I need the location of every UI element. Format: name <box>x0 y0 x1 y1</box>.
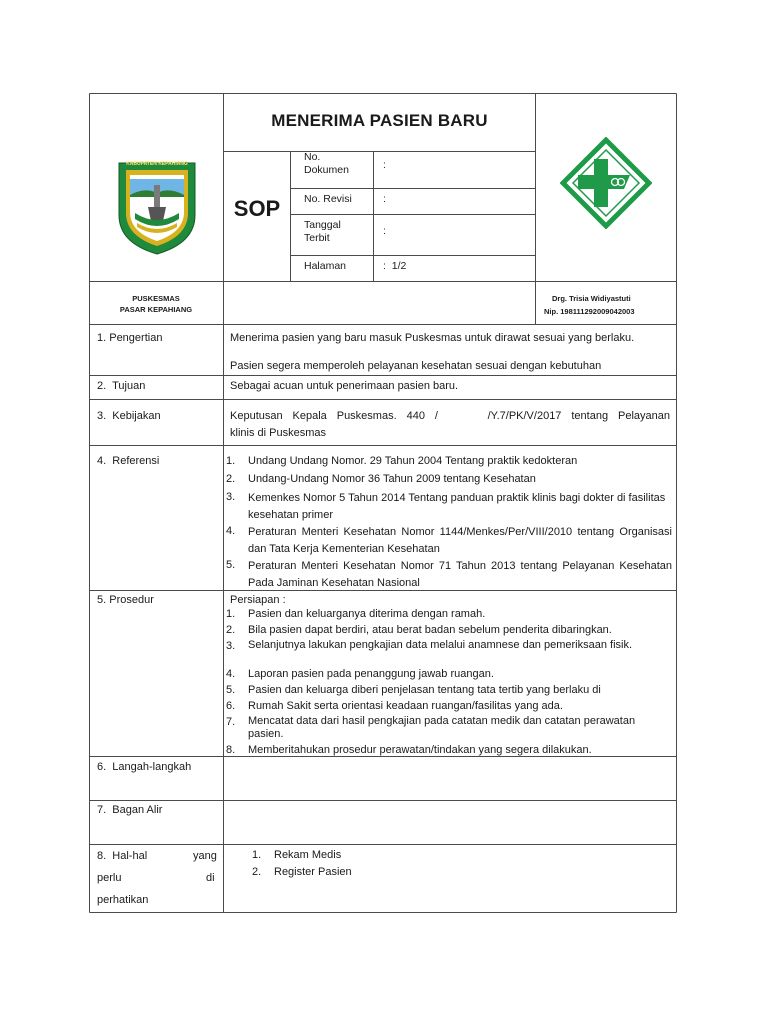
tujuan-text: Sebagai acuan untuk penerimaan pasien baru. <box>230 380 459 392</box>
signer-name: Drg. Trisia Widiyastuti <box>552 294 631 303</box>
section-label-prosedur: 5. Prosedur <box>97 594 154 606</box>
list-item: 2. Register Pasien <box>252 866 352 878</box>
meta-value-tanggal-terbit: : <box>383 225 386 237</box>
section-label-referensi: 4. Referensi <box>97 455 160 467</box>
list-item: 5. Pasien dan keluarga diberi penjelasan tentang tata tertib yang berlaku di <box>226 684 601 696</box>
section-label-kebijakan: 3. Kebijakan <box>97 410 161 422</box>
list-item: 1. Pasien dan keluarganya diterima dengan ramah. <box>226 608 486 620</box>
section-label-bagan-alir: 7. Bagan Alir <box>97 804 163 816</box>
list-item: 6. Rumah Sakit serta orientasi keadaan ruangan/fasilitas yang ada. <box>226 700 563 712</box>
section-label-halhal-a: 8. Hal-hal <box>97 850 148 862</box>
pengertian-text-2: Pasien segera memperoleh pelayanan kesehatan sesuai dengan kebutuhan <box>230 360 602 372</box>
kebijakan-text-1: Keputusan Kepala Puskesmas. 440 / /Y.7/PK/V/2017 tentang Pelayanan <box>230 410 670 422</box>
list-item: 4. Peraturan Menteri Kesehatan Nomor 1144/Menkes/Per/VIII/2010 tentang Organisasi dan Tata Kerja Kementerian Kesehatan <box>226 525 672 555</box>
list-item: 7. Mencatat data dari hasil pengkajian pada catatan medik dan catatan perawatan pasien. <box>226 715 636 740</box>
meta-label-no-dokumen: No. Dokumen <box>304 151 349 176</box>
meta-value-no-dokumen: : <box>383 159 386 171</box>
section-label-halhal-c: perlu <box>97 872 122 884</box>
list-item: 1. Rekam Medis <box>252 849 342 861</box>
sop-label: SOP <box>233 196 281 221</box>
referensi-list <box>226 454 672 592</box>
list-item: 3. Selanjutnya lakukan pengkajian data melalui anamnese dan pemeriksaan fisik. <box>226 639 633 652</box>
meta-label-no-revisi: No. Revisi <box>304 193 352 205</box>
org-name-line2: PASAR KEPAHIANG <box>119 305 193 314</box>
list-item: 4. Laporan pasien pada penanggung jawab ruangan. <box>226 668 494 680</box>
section-label-langkah: 6. Langah-langkah <box>97 761 192 773</box>
list-item: 3. Kemenkes Nomor 5 Tahun 2014 Tentang panduan praktik klinis bagi dokter di fasilitas kesehatan primer <box>226 491 666 521</box>
list-item: 5. Peraturan Menteri Kesehatan Nomor 71 Tahun 2013 tentang Pelayanan Kesehatan Pada Jaminan Kesehatan Nasional <box>226 559 672 589</box>
pengertian-text-1: Menerima pasien yang baru masuk Puskesmas untuk dirawat sesuai yang berlaku. <box>230 332 635 344</box>
org-name-line1: PUSKESMAS <box>132 294 180 303</box>
meta-label-halaman: Halaman <box>304 260 347 272</box>
kabupaten-shield-logo <box>115 157 199 257</box>
list-item: 8. Memberitahukan prosedur perawatan/tindakan yang segera dilakukan. <box>226 744 592 756</box>
puskesmas-logo <box>560 137 652 229</box>
prosedur-list <box>226 607 672 759</box>
prosedur-intro: Persiapan : <box>230 594 286 606</box>
list-item: 2. Bila pasien dapat berdiri, atau berat badan sebelum penderita dibaringkan. <box>226 624 612 636</box>
halhal-list <box>252 848 552 882</box>
shield-banner-text: KABUPATEN KEPAHIANG <box>126 161 188 167</box>
section-label-halhal-e: perhatikan <box>97 894 149 906</box>
meta-value-halaman: : 1/2 <box>383 260 407 272</box>
list-item: 1. Undang Undang Nomor. 29 Tahun 2004 Tentang praktik kedokteran <box>226 455 578 467</box>
document-title: MENERIMA PASIEN BARU <box>271 111 488 130</box>
section-label-halhal-b: yang <box>193 850 217 862</box>
section-label-pengertian: 1. Pengertian <box>97 332 163 344</box>
section-label-halhal-d: di <box>206 872 215 884</box>
list-item: 2. Undang-Undang Nomor 36 Tahun 2009 tentang Kesehatan <box>226 473 536 485</box>
kebijakan-text-2: klinis di Puskesmas <box>230 427 326 439</box>
meta-label-tanggal-terbit: Tanggal Terbit <box>304 219 341 244</box>
meta-value-no-revisi: : <box>383 193 386 205</box>
section-label-tujuan: 2. Tujuan <box>97 380 146 392</box>
signer-nip: Nip. 198111292009042003 <box>544 307 635 316</box>
sop-document <box>89 93 677 913</box>
